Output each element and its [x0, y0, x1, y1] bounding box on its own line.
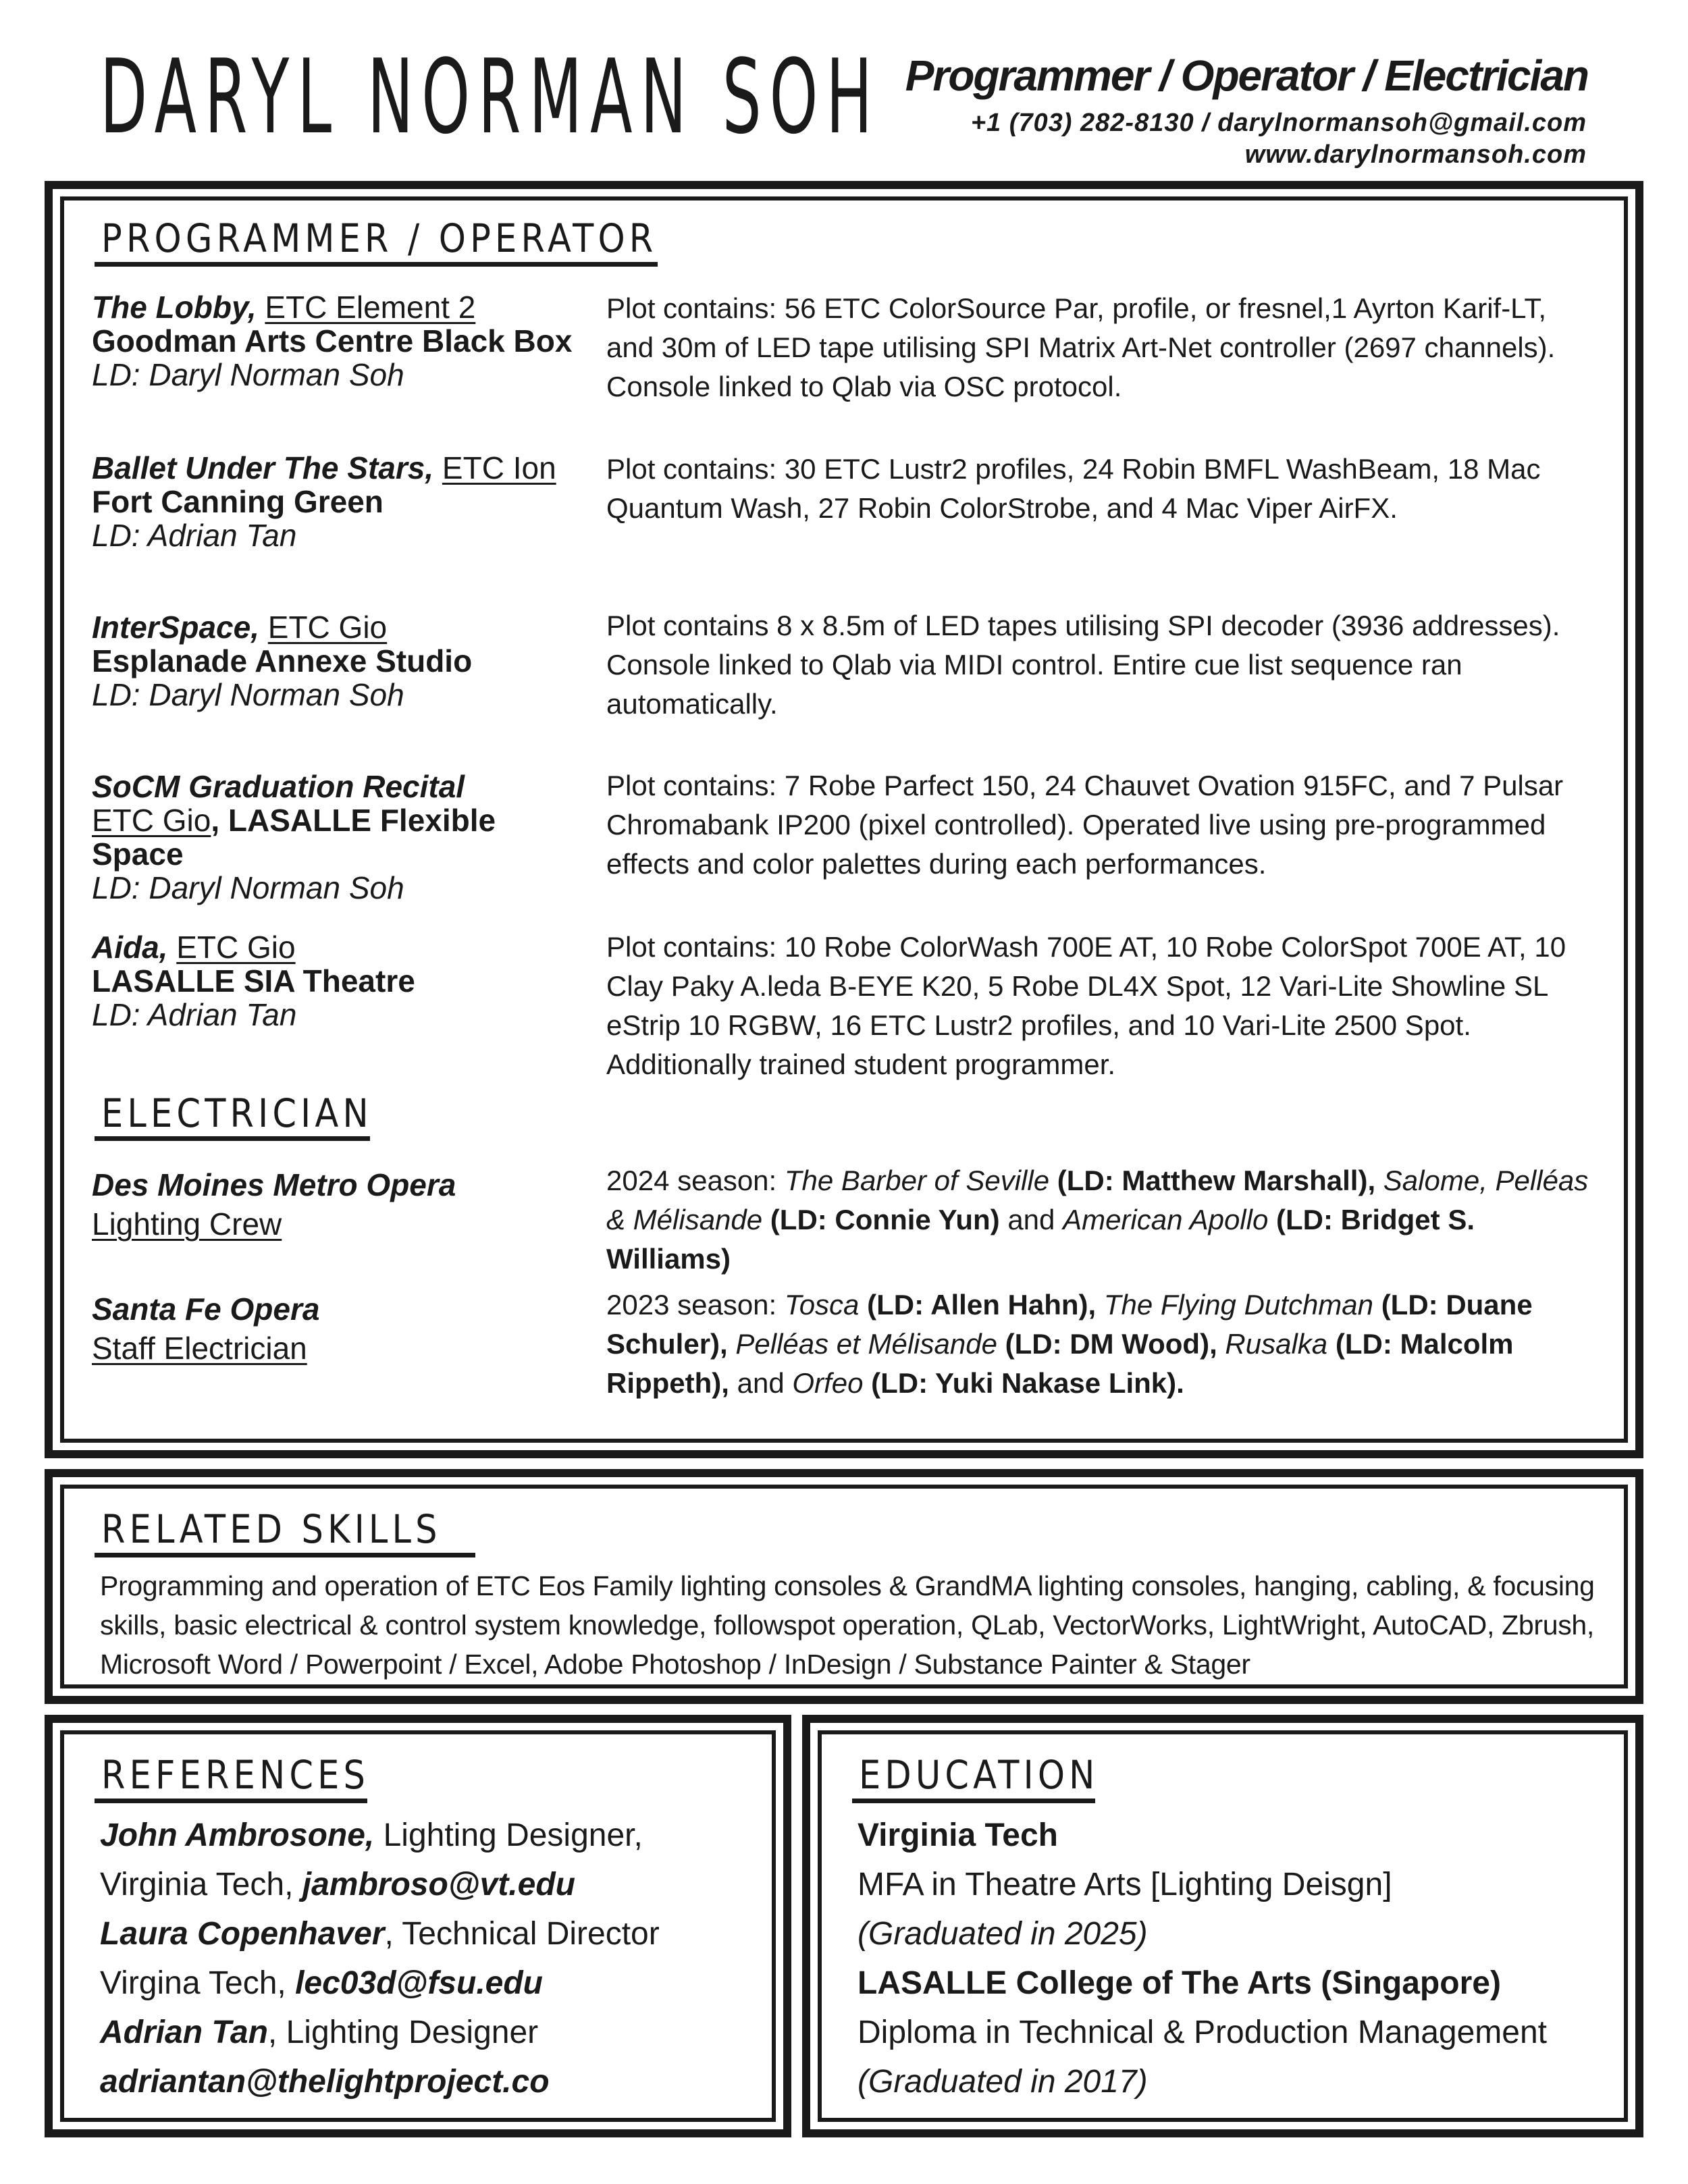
skills-text: Programming and operation of ETC Eos Family lighting consoles & GrandMA lighting consoles, hanging, cabling, & focusing skills, basic electrical & control system knowledge, followspot operation, QLab, VectorWorks, LightWright, AutoCAD, Zbrush, Microsoft Word / Powerpoint / Excel, Adobe Photoshop / InDesign / Substance Painter & Stager — [100, 1570, 1595, 1680]
reference-email[interactable]: lec03d@fsu.edu — [295, 1965, 543, 2001]
show-title: Aida, — [92, 930, 168, 965]
education-heading: EDUCATION — [859, 1752, 1099, 1798]
console-link[interactable]: ETC Gio — [267, 610, 388, 645]
electrician-entry — [92, 1289, 591, 1368]
reference-name: Laura Copenhaver — [100, 1916, 385, 1952]
show-name: American Apollo — [1063, 1204, 1269, 1235]
reference-role: Lighting Designer, — [374, 1817, 643, 1853]
venue: Goodman Arts Centre Black Box — [92, 323, 573, 358]
show-name: Salome, Pelléas & Mélisande — [606, 1165, 1589, 1235]
programmer-entry — [92, 290, 591, 392]
applicant-name: DARYL NORMAN SOH — [100, 37, 880, 157]
show-title: SoCM Graduation Recital — [92, 769, 465, 804]
school-name: Virginia Tech — [858, 1817, 1058, 1853]
designer-credit: (LD: Connie Yun) — [770, 1204, 1000, 1235]
reference-list — [100, 1811, 660, 2106]
season-description — [606, 1285, 1593, 1403]
plot-description: Plot contains 8 x 8.5m of LED tapes utilising SPI decoder (3936 addresses). Console linked to Qlab via MIDI control. Entire cue list sequence ran automatically. — [606, 610, 1560, 720]
programmer-entry — [92, 610, 591, 712]
reference-contact-line — [100, 1860, 660, 1909]
reference-name-line — [100, 1909, 660, 1959]
console-link[interactable]: ETC Gio — [176, 930, 296, 965]
season-label: 2023 season: — [606, 1289, 777, 1321]
reference-email[interactable]: adriantan@thelightproject.co — [100, 2064, 550, 2100]
programmer-entry — [92, 770, 591, 905]
lighting-designer: LD: Daryl Norman Soh — [92, 677, 404, 712]
plot-description: Plot contains: 10 Robe ColorWash 700E AT, 10 Robe ColorSpot 700E AT, 10 Clay Paky A.leda B-EYE K20, 5 Robe DL4X Spot, 12 Vari-Lite Showline SL eStrip 10 RGBW, 16 ETC Lustr2 profiles, and 10 Vari-Lite 2500 Spot. Additionally trained student programmer. — [606, 931, 1566, 1080]
reference-name: Adrian Tan — [100, 2015, 268, 2050]
programmer-entry — [92, 930, 591, 1032]
programmer-heading: PROGRAMMER / OPERATOR — [101, 215, 658, 261]
reference-contact-line — [100, 1959, 660, 2008]
degree: Diploma in Technical & Production Management — [858, 2015, 1548, 2050]
console-link[interactable]: ETC Element 2 — [265, 290, 476, 325]
show-name: Tosca — [784, 1289, 860, 1321]
programmer-heading-rule — [95, 262, 658, 267]
designer-credit: (LD: Allen Hahn), — [867, 1289, 1097, 1321]
reference-org: Virgina Tech, — [100, 1965, 296, 2001]
console-link[interactable]: ETC Ion — [442, 450, 556, 485]
education-list — [858, 1811, 1547, 2106]
reference-role: , Technical Director — [384, 1916, 660, 1952]
designer-credit: (LD: Malcolm Rippeth), — [606, 1328, 1514, 1399]
show-name: Orfeo — [792, 1367, 864, 1399]
show-title: Ballet Under The Stars, — [92, 450, 434, 485]
conjunction: and — [1007, 1204, 1055, 1235]
reference-name: John Ambrosone, — [100, 1817, 375, 1853]
graduation-date: (Graduated in 2025) — [858, 1916, 1148, 1952]
electrician-heading: ELECTRICIAN — [101, 1090, 373, 1136]
console-link[interactable]: ETC Gio — [92, 803, 211, 838]
show-name: Rusalka — [1225, 1328, 1328, 1360]
graduation-date: (Graduated in 2017) — [858, 2064, 1148, 2100]
reference-role: , Lighting Designer — [267, 2015, 539, 2050]
show-title: The Lobby, — [92, 290, 257, 325]
plot-description: Plot contains: 56 ETC ColorSource Par, profile, or fresnel,1 Ayrton Karif-LT, and 30m of LED tape utilising SPI Matrix Art-Net controller (2697 channels). Console linked to Qlab via OSC protocol. — [606, 292, 1556, 402]
skills-heading-rule — [95, 1553, 475, 1557]
phone-email: +1 (703) 282-8130 / darylnormansoh@gmail.com — [970, 109, 1587, 137]
venue: , LASALLE Flexible Space — [92, 803, 496, 872]
references-heading-rule — [95, 1799, 367, 1803]
company: Des Moines Metro Opera — [92, 1167, 456, 1202]
plot-description: Plot contains: 7 Robe Parfect 150, 24 Chauvet Ovation 915FC, and 7 Pulsar Chromabank IP200 (pixel controlled). Operated live using pre-programmed effects and color palettes during each performances. — [606, 770, 1564, 880]
company: Santa Fe Opera — [92, 1291, 320, 1327]
designer-credit: (LD: Matthew Marshall), — [1057, 1165, 1376, 1196]
venue: Esplanade Annexe Studio — [92, 643, 473, 678]
reference-contact-line — [100, 2057, 660, 2106]
designer-credit: (LD: Bridget S. Williams) — [606, 1204, 1475, 1275]
designer-credit: (LD: Yuki Nakase Link). — [871, 1367, 1184, 1399]
reference-name-line — [100, 1811, 660, 1860]
reference-name-line — [100, 2008, 660, 2057]
venue: Fort Canning Green — [92, 484, 384, 519]
job-title: Programmer / Operator / Electrician — [905, 51, 1588, 100]
conjunction: and — [737, 1367, 785, 1399]
venue: LASALLE SIA Theatre — [92, 963, 415, 998]
designer-credit: (LD: DM Wood), — [1005, 1328, 1217, 1360]
references-heading: REFERENCES — [101, 1752, 370, 1798]
reference-email[interactable]: jambroso@vt.edu — [302, 1867, 575, 1902]
website: www.darylnormansoh.com — [1244, 140, 1587, 169]
show-name: The Flying Dutchman — [1103, 1289, 1374, 1321]
electrician-heading-rule — [95, 1136, 370, 1141]
position: Staff Electrician — [92, 1331, 307, 1366]
reference-org: Virginia Tech, — [100, 1867, 302, 1902]
electrician-entry — [92, 1165, 591, 1244]
education-heading-rule — [852, 1799, 1095, 1803]
season-label: 2024 season: — [606, 1165, 777, 1196]
show-title: InterSpace, — [92, 610, 259, 645]
plot-description: Plot contains: 30 ETC Lustr2 profiles, 24 Robin BMFL WashBeam, 18 Mac Quantum Wash, 27 Robin ColorStrobe, and 4 Mac Viper AirFX. — [606, 453, 1541, 524]
show-name: Pelléas et Mélisande — [735, 1328, 997, 1360]
lighting-designer: LD: Daryl Norman Soh — [92, 870, 404, 905]
programmer-entry — [92, 451, 591, 552]
school-name: LASALLE College of The Arts (Singapore) — [858, 1965, 1501, 2001]
lighting-designer: LD: Adrian Tan — [92, 518, 297, 553]
skills-heading: RELATED SKILLS — [101, 1506, 442, 1552]
position: Lighting Crew — [92, 1206, 282, 1242]
show-name: The Barber of Seville — [784, 1165, 1050, 1196]
lighting-designer: LD: Adrian Tan — [92, 997, 297, 1032]
degree: MFA in Theatre Arts [Lighting Deisgn] — [858, 1867, 1392, 1902]
season-description — [606, 1161, 1593, 1279]
lighting-designer: LD: Daryl Norman Soh — [92, 357, 404, 392]
designer-credit: (LD: Duane Schuler), — [606, 1289, 1533, 1360]
